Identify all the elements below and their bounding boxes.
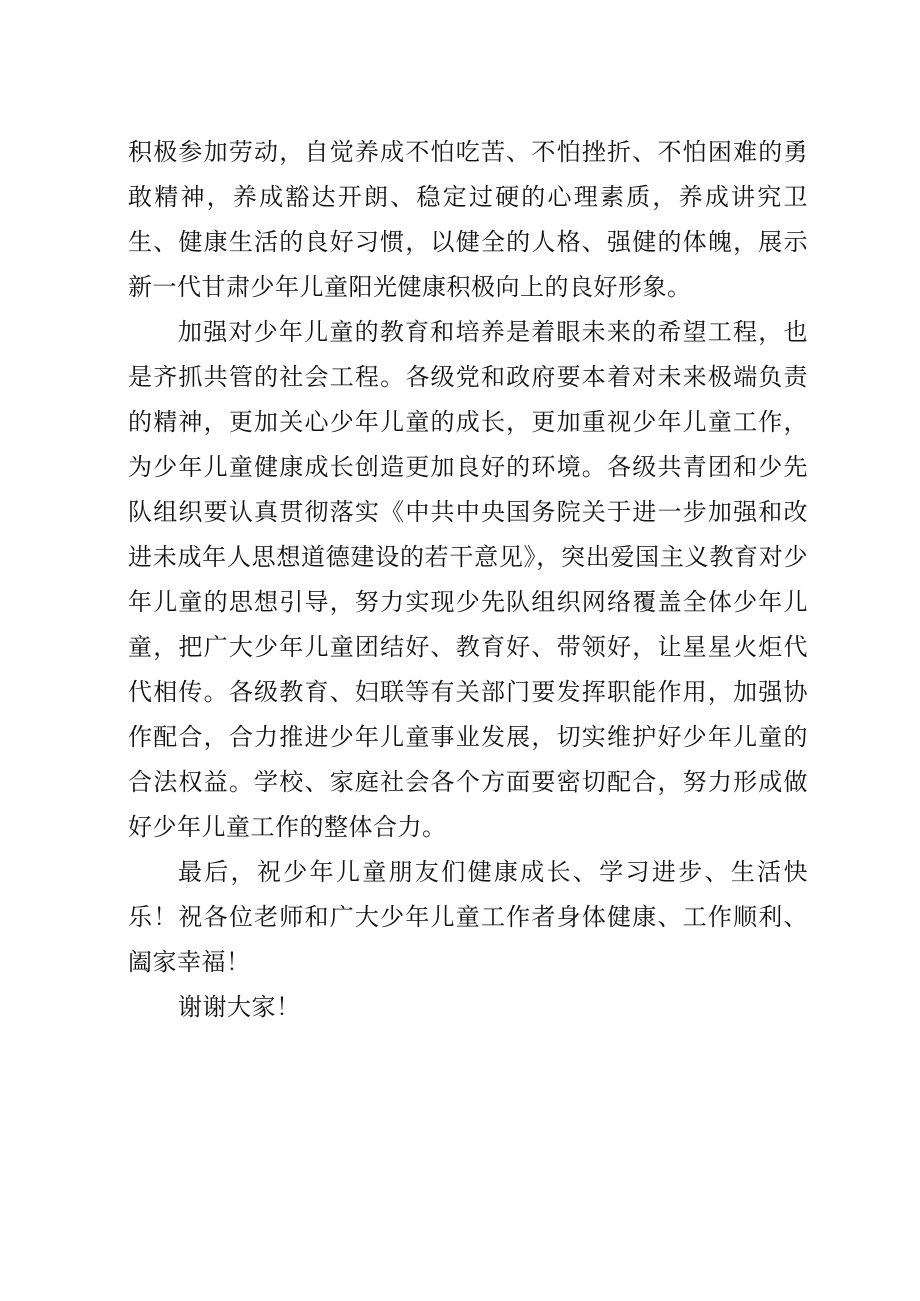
paragraph-continuation: 积极参加劳动，自觉养成不怕吃苦、不怕挫折、不怕困难的勇敢精神，养成豁达开朗、稳定过硬的心理素质，养成讲究卫生、健康生活的良好习惯，以健全的人格、强健的体魄，展示新一代甘肃少年儿童阳光健康积极向上的良好形象。 <box>128 138 808 301</box>
paragraph-thanks: 谢谢大家！ <box>178 993 301 1021</box>
paragraph-education: 加强对少年儿童的教育和培养是着眼未来的希望工程，也是齐抓共管的社会工程。各级党和政府要本着对未来极端负责的精神，更加关心少年儿童的成长，更加重视少年儿童工作，为少年儿童健康成长创造更加良好的环境。各级共青团和少先队组织要认真贯彻落实《中共中央国务院关于进一步加强和改进未成年人思想道德建设的若干意见》，突出爱国主义教育对少年儿童的思想引导，努力实现少先队组织网络覆盖全体少年儿童，把广大少年儿童团结好、教育好、带领好，让星星火炬代代相传。各级教育、妇联等有关部门要发挥职能作用，加强协作配合，合力推进少年儿童事业发展，切实维护好少年儿童的合法权益。学校、家庭社会各个方面要密切配合，努力形成做好少年儿童工作的整体合力。 <box>128 318 808 841</box>
document-body <box>128 130 808 1030</box>
paragraph-wishes: 最后，祝少年儿童朋友们健康成长、学习进步、生活快乐！祝各位老师和广大少年儿童工作者身体健康、工作顺利、阖家幸福！ <box>128 858 808 976</box>
